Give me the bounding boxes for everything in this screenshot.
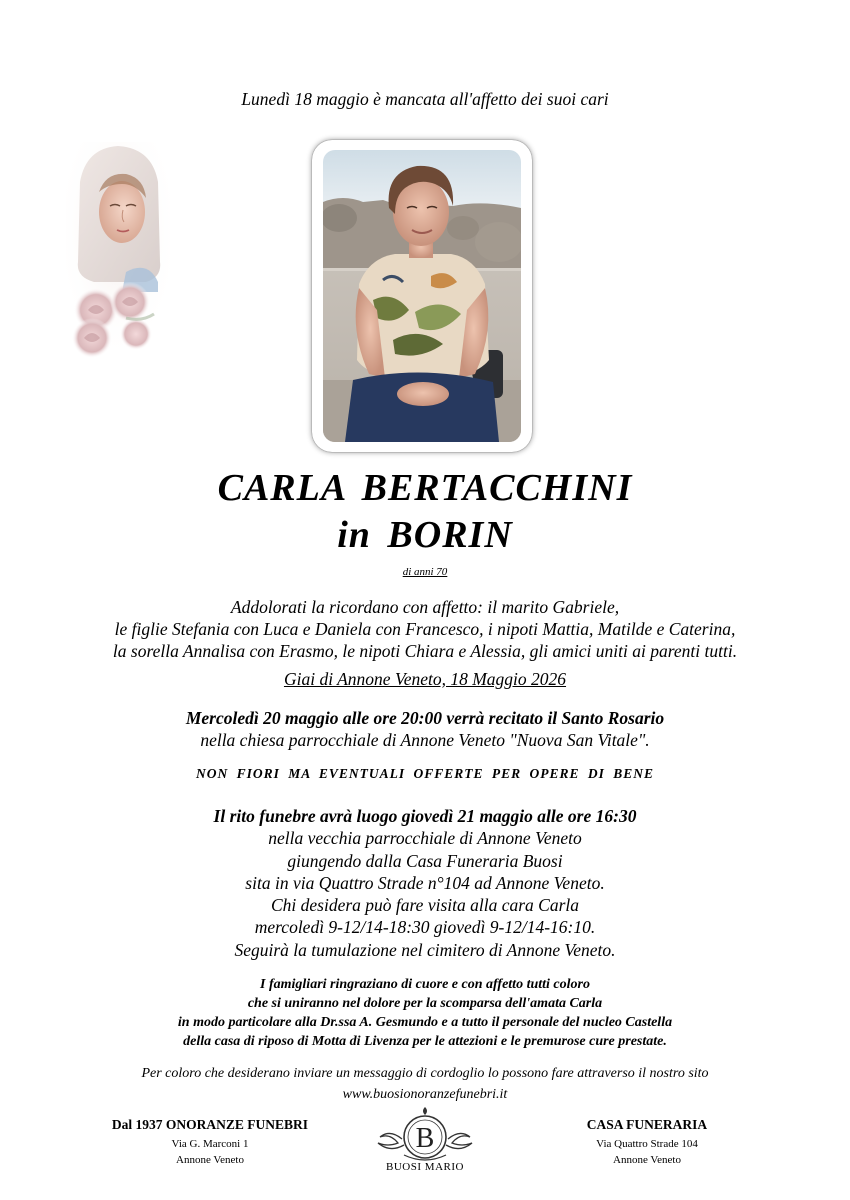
rosary-headline: Mercoledì 20 maggio alle ore 20:00 verrà recitato il Santo Rosario (185, 708, 665, 728)
logo-text: BUOSI MARIO (386, 1161, 464, 1173)
place-date: Giai di Annone Veneto, 18 Maggio 2026 (283, 669, 567, 689)
logo-letter: B (415, 1123, 435, 1154)
mourners-text (0, 596, 850, 662)
footer-right-title: CASA FUNERARIA (586, 1117, 708, 1132)
thanks-text (0, 975, 850, 1051)
footer-left-city: Annone Veneto (176, 1154, 244, 1166)
footer-left-title: Dal 1937 ONORANZE FUNEBRI (111, 1117, 309, 1132)
deceased-name: CARLA BERTACCHINI (217, 467, 633, 509)
funeral-headline: Il rito funebre avrà luogo giovedì 21 maggio alle ore 16:30 (213, 806, 637, 826)
mourners-line: Addolorati la ricordano con affetto: il marito Gabriele, (230, 597, 620, 617)
rosary-announcement (0, 707, 850, 751)
intro-line: Lunedì 18 maggio è mancata all'affetto dei suoi cari (241, 89, 609, 109)
thanks-line: I famigliari ringraziano di cuore e con affetto tutti coloro (260, 977, 590, 992)
thanks-line: che si uniranno nel dolore per la scomparsa dell'amata Carla (247, 996, 603, 1011)
footer-left (60, 1117, 360, 1168)
age-label: di anni 70 (402, 566, 448, 578)
funeral-line: nella vecchia parrocchiale di Annone Veneto (268, 828, 582, 849)
mourners-line: la sorella Annalisa con Erasmo, le nipoti Chiara e Alessia, gli amici uniti ai parenti tutti. (112, 641, 738, 661)
no-flowers-notice: NON FIORI MA EVENTUALI OFFERTE PER OPERE DI BENE (195, 766, 655, 781)
funeral-line: Seguirà la tumulazione nel cimitero di Annone Veneto. (234, 939, 616, 960)
footer-left-address: Via G. Marconi 1 (171, 1138, 249, 1150)
deceased-photo (323, 150, 521, 442)
rosary-location: nella chiesa parrocchiale di Annone Veneto "Nuova San Vitale". (200, 730, 650, 750)
website-link[interactable]: www.buosionoranzefunebri.it (342, 1087, 508, 1102)
condolence-info (0, 1063, 850, 1105)
funeral-announcement (0, 805, 850, 961)
funeral-line: sita in via Quattro Strade n°104 ad Annone Veneto. (245, 872, 605, 893)
married-name: in BORIN (337, 514, 513, 556)
funeral-line: giungendo dalla Casa Funeraria Buosi (287, 850, 563, 871)
mourners-line: le figlie Stefania con Luca e Daniela con Francesco, i nipoti Mattia, Matilde e Caterina, (114, 619, 736, 639)
buosi-logo-icon (372, 1103, 478, 1187)
madonna-image (66, 142, 170, 362)
footer-right (497, 1117, 797, 1168)
thanks-line: della casa di riposo di Motta di Livenza per le attezioni e le premurose cure prestate. (183, 1034, 667, 1049)
condolence-line: Per coloro che desiderano inviare un messaggio di cordoglio lo possono fare attraverso il nostro sito (141, 1066, 709, 1081)
thanks-line: in modo particolare alla Dr.ssa A. Gesmundo e a tutto il personale del nucleo Castella (177, 1015, 673, 1030)
funeral-line: mercoledì 9-12/14-18:30 giovedì 9-12/14-16:10. (254, 917, 596, 938)
photo-frame (312, 140, 532, 452)
footer-right-city: Annone Veneto (613, 1154, 681, 1166)
footer-right-address: Via Quattro Strade 104 (596, 1138, 698, 1150)
funeral-line: Chi desidera può fare visita alla cara Carla (270, 895, 580, 916)
